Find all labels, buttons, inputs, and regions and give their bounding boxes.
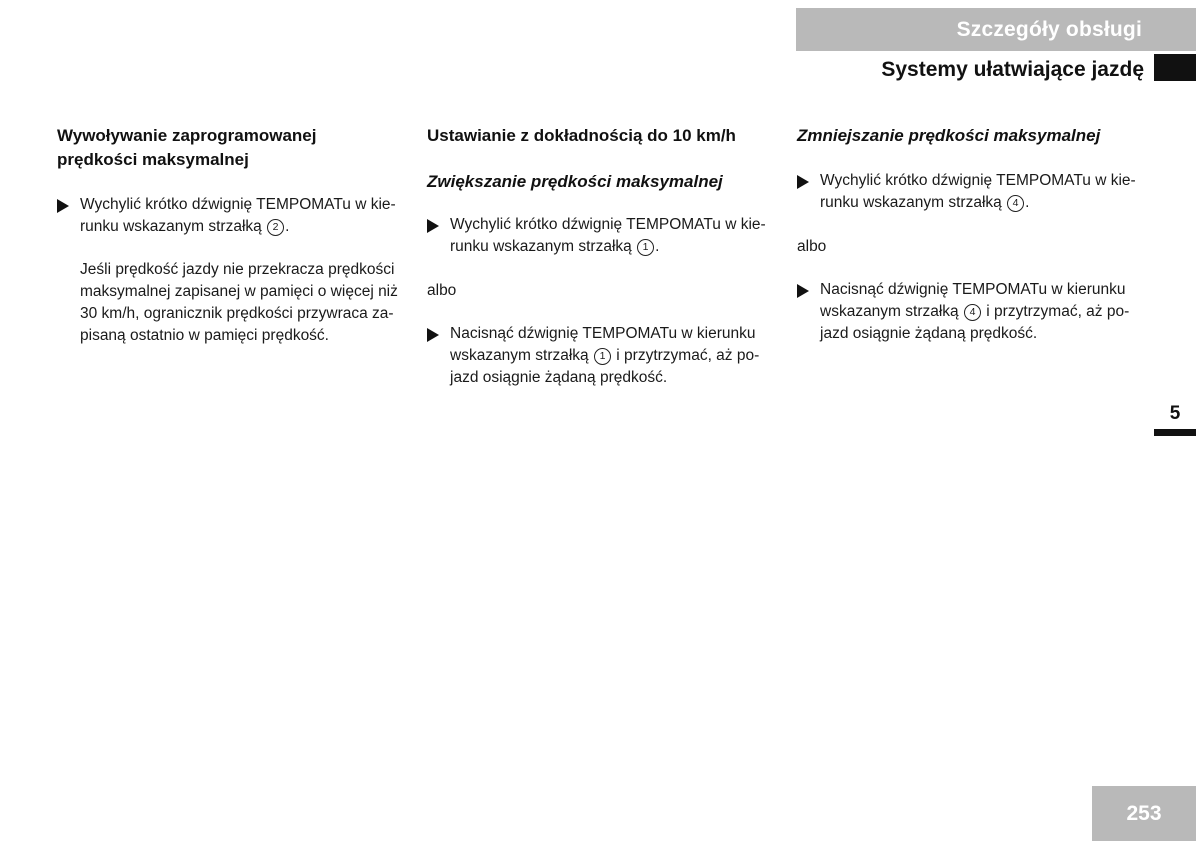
col1-paragraph — [57, 259, 405, 347]
bullet-triangle-icon — [427, 328, 439, 342]
page-subtitle: Systemy ułatwiające jazdę — [881, 58, 1144, 81]
col1-bullet-1 — [57, 194, 405, 238]
bullet-triangle-icon — [797, 284, 809, 298]
col2-b1-line1: Wychylić krótko dźwignię TEMPOMATu w kie- — [450, 216, 766, 233]
arrow-number-2: 2 — [267, 219, 284, 236]
arrow-number-1: 1 — [594, 348, 611, 365]
col2-bullet-2 — [427, 323, 775, 389]
col3-b1-line2-post: . — [1025, 194, 1030, 211]
column-2 — [427, 124, 775, 389]
page-number: 253 — [1092, 786, 1196, 841]
col3-b1-line1: Wychylić krótko dźwignię TEMPOMATu w kie- — [820, 172, 1136, 189]
col1-heading-line2: prędkości maksymalnej — [57, 150, 249, 169]
col1-para-line4: pisaną ostatnio w pamięci prędkość. — [80, 327, 329, 344]
col3-b2-line2-pre: wskazanym strzałką — [820, 303, 963, 320]
col2-heading: Ustawianie z dokładnością do 10 km/h — [427, 126, 736, 145]
col3-b1-line2-pre: runku wskazanym strzałką — [820, 194, 1007, 211]
subtitle-marker-block — [1154, 54, 1196, 81]
chapter-tab-bar — [1154, 429, 1196, 436]
col1-para-line2: maksymalnej zapisanej w pamięci o więcej niż — [80, 283, 398, 300]
col2-b1-line2-post: . — [655, 238, 660, 255]
col3-or: albo — [797, 238, 827, 255]
col2-b1-line2-pre: runku wskazanym strzałką — [450, 238, 637, 255]
col2-b2-line3: jazd osiągnie żądaną prędkość. — [450, 369, 668, 386]
col2-subheading: Zwiększanie prędkości maksymalnej — [427, 172, 723, 191]
col1-b1-line1: Wychylić krótko dźwignię TEMPOMATu w kie- — [80, 196, 396, 213]
bullet-triangle-icon — [797, 175, 809, 189]
col1-para-line1: Jeśli prędkość jazdy nie przekracza prędkości — [80, 261, 395, 278]
bullet-triangle-icon — [57, 199, 69, 213]
col1-para-line3: 30 km/h, ogranicznik prędkości przywraca za- — [80, 305, 394, 322]
col3-subheading: Zmniejszanie prędkości maksymalnej — [797, 126, 1101, 145]
col2-b2-line2-post: i przytrzymać, aż po- — [611, 347, 760, 364]
chapter-tab: 5 — [1169, 403, 1181, 424]
col3-bullet-2 — [797, 279, 1145, 345]
section-title: Szczegóły obsługi — [956, 17, 1142, 41]
arrow-number-4: 4 — [964, 304, 981, 321]
col1-heading — [57, 124, 405, 172]
bullet-triangle-icon — [427, 219, 439, 233]
arrow-number-4: 4 — [1007, 195, 1024, 212]
col2-bullet-1 — [427, 214, 775, 258]
col3-b2-line3: jazd osiągnie żądaną prędkość. — [820, 325, 1038, 342]
col2-b2-line1: Nacisnąć dźwignię TEMPOMATu w kierunku — [450, 325, 756, 342]
col1-heading-line1: Wywoływanie zaprogramowanej — [57, 126, 317, 145]
section-header-band — [796, 8, 1196, 51]
col3-b2-line2-post: i przytrzymać, aż po- — [981, 303, 1130, 320]
col1-b1-line2-pre: runku wskazanym strzałką — [80, 218, 267, 235]
col3-b2-line1: Nacisnąć dźwignię TEMPOMATu w kierunku — [820, 281, 1126, 298]
col2-b2-line2-pre: wskazanym strzałką — [450, 347, 593, 364]
arrow-number-1: 1 — [637, 239, 654, 256]
column-1 — [57, 124, 405, 347]
col1-b1-line2-post: . — [285, 218, 290, 235]
col2-or: albo — [427, 282, 457, 299]
column-3 — [797, 124, 1145, 345]
col3-bullet-1 — [797, 170, 1145, 214]
